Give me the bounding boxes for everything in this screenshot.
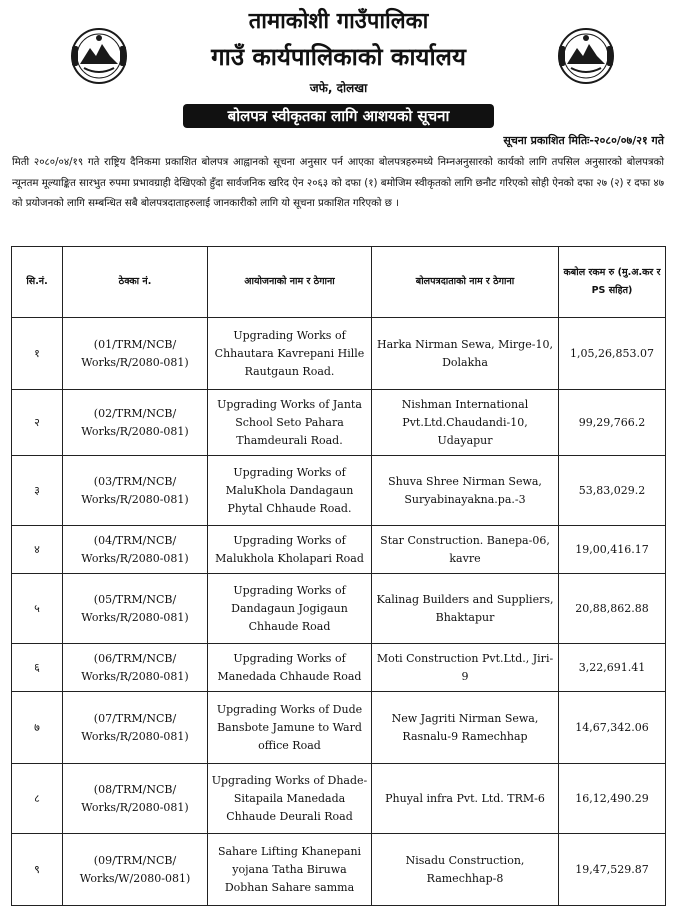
notice-header	[0, 0, 677, 160]
cell-sn: ५	[12, 574, 63, 644]
cell-project: Upgrading Works of Malukhola Kholapari Road	[208, 526, 372, 574]
cell-sn: ६	[12, 644, 63, 692]
header-sn: सि.नं.	[12, 247, 63, 318]
table-row	[12, 764, 666, 834]
cell-sn: ७	[12, 692, 63, 764]
table-row	[12, 574, 666, 644]
cell-project: Sahare Lifting Khanepani yojana Tatha Biruwa Dobhan Sahare samma	[208, 834, 372, 906]
municipality-name: तामाकोशी गाउँपालिका	[248, 9, 429, 34]
cell-contract-no: (06/TRM/NCB/ Works/R/2080-081)	[63, 644, 208, 692]
cell-contract-no: (08/TRM/NCB/ Works/R/2080-081)	[63, 764, 208, 834]
cell-bidder: Shuva Shree Nirman Sewa, Suryabinayakna.pa.-3	[372, 456, 559, 526]
header-amount: कबोल रकम रु (मु.अ.कर र PS सहित)	[559, 247, 666, 318]
office-name: गाउँ कार्यपालिकाको कार्यालय	[211, 43, 466, 71]
header-project: आयोजनाको नाम र ठेगाना	[208, 247, 372, 318]
table-row	[12, 692, 666, 764]
cell-amount: 20,88,862.88	[559, 574, 666, 644]
office-location: जफे, दोलखा	[309, 81, 368, 95]
cell-sn: १	[12, 318, 63, 390]
cell-sn: ९	[12, 834, 63, 906]
cell-amount: 3,22,691.41	[559, 644, 666, 692]
table-row	[12, 526, 666, 574]
table-row	[12, 318, 666, 390]
cell-project: Upgrading Works of Manedada Chhaude Road	[208, 644, 372, 692]
cell-bidder: Star Construction. Banepa-06, kavre	[372, 526, 559, 574]
cell-amount: 1,05,26,853.07	[559, 318, 666, 390]
cell-bidder: Kalinag Builders and Suppliers, Bhaktapur	[372, 574, 559, 644]
header-bidder: बोलपत्रदाताको नाम र ठेगाना	[372, 247, 559, 318]
cell-amount: 19,47,529.87	[559, 834, 666, 906]
cell-project: Upgrading Works of Chhautara Kavrepani Hille Rautgaun Road.	[208, 318, 372, 390]
cell-bidder: New Jagriti Nirman Sewa, Rasnalu-9 Ramechhap	[372, 692, 559, 764]
cell-project: Upgrading Works of Dandagaun Jogigaun Chhaude Road	[208, 574, 372, 644]
cell-project: Upgrading Works of Dude Bansbote Jamune to Ward office Road	[208, 692, 372, 764]
cell-amount: 19,00,416.17	[559, 526, 666, 574]
notice-title-banner: बोलपत्र स्वीकृतका लागि आशयको सूचना	[183, 104, 494, 128]
cell-project: Upgrading Works of Janta School Seto Pahara Thamdeurali Road.	[208, 390, 372, 456]
cell-contract-no: (03/TRM/NCB/ Works/R/2080-081)	[63, 456, 208, 526]
cell-bidder: Phuyal infra Pvt. Ltd. TRM-6	[372, 764, 559, 834]
cell-contract-no: (05/TRM/NCB/ Works/R/2080-081)	[63, 574, 208, 644]
cell-sn: ४	[12, 526, 63, 574]
cell-bidder: Nisadu Construction, Ramechhap-8	[372, 834, 559, 906]
cell-contract-no: (07/TRM/NCB/ Works/R/2080-081)	[63, 692, 208, 764]
cell-contract-no: (02/TRM/NCB/ Works/R/2080-081)	[63, 390, 208, 456]
cell-sn: ८	[12, 764, 63, 834]
cell-project: Upgrading Works of Dhade-Sitapaila Manedada Chhaude Deurali Road	[208, 764, 372, 834]
cell-contract-no: (09/TRM/NCB/ Works/W/2080-081)	[63, 834, 208, 906]
cell-amount: 53,83,029.2	[559, 456, 666, 526]
header-contract-no: ठेक्का नं.	[63, 247, 208, 318]
cell-contract-no: (04/TRM/NCB/ Works/R/2080-081)	[63, 526, 208, 574]
cell-contract-no: (01/TRM/NCB/ Works/R/2080-081)	[63, 318, 208, 390]
government-emblem-icon	[553, 26, 619, 86]
cell-amount: 99,29,766.2	[559, 390, 666, 456]
cell-bidder: Moti Construction Pvt.Ltd., Jiri-9	[372, 644, 559, 692]
table-row	[12, 456, 666, 526]
cell-project: Upgrading Works of MaluKhola Dandagaun Phytal Chhaude Road.	[208, 456, 372, 526]
publish-date: सूचना प्रकाशित मितिः-२०८०/०७/२१ गते	[503, 134, 664, 147]
notice-paragraph: मिती २०८०/०४/१९ गते राष्ट्रिय दैनिकमा प्रकाशित बोलपत्र आह्वानको सूचना अनुसार पर्न आएका बोलपत्रहरुमध्ये निम्नअनुसारको कार्यको लागि तपसिल अनुसारको बोलपत्रको न्यूनतम मूल्याङ्कित सारभुत रुपमा प्रभावग्राही देखिएको हुँदा सार्वजनिक खरिद ऐन २०६३ को दफा (१) बमोजिम स्वीकृतको लागि छनौट गरिएको सोही ऐनको दफा २७ (२) र दफा ४७ को प्रयोजनको लागि सम्बन्धित सबै बोलपत्रदाताहरुलाई जानकारीको लागि यो सूचना प्रकाशित गरिएको छ ।	[12, 157, 664, 209]
table-row	[12, 834, 666, 906]
cell-sn: २	[12, 390, 63, 456]
cell-amount: 16,12,490.29	[559, 764, 666, 834]
table-header-row	[12, 247, 666, 318]
table-row	[12, 644, 666, 692]
cell-bidder: Nishman International Pvt.Ltd.Chaudandi-10, Udayapur	[372, 390, 559, 456]
cell-bidder: Harka Nirman Sewa, Mirge-10, Dolakha	[372, 318, 559, 390]
cell-sn: ३	[12, 456, 63, 526]
bid-table	[11, 246, 666, 906]
table-row	[12, 390, 666, 456]
cell-amount: 14,67,342.06	[559, 692, 666, 764]
